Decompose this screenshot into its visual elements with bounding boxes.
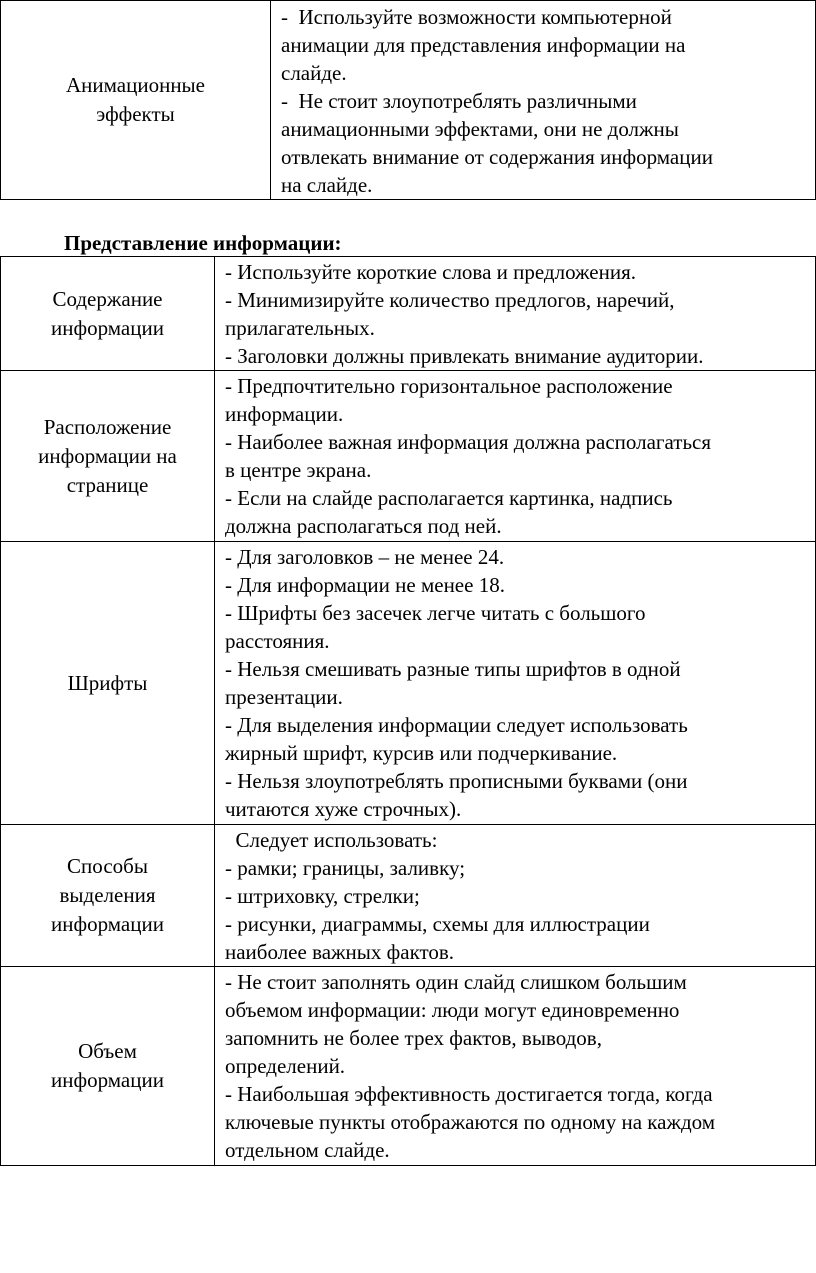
content-line: Следует использовать: <box>225 828 438 852</box>
content-line: - Наиболее важная информация должна располагаться <box>225 430 712 454</box>
information-presentation-table <box>0 256 816 1166</box>
content-line: - Если на слайде располагается картинка, надпись <box>225 486 673 510</box>
row-content-cell <box>215 257 816 371</box>
table-row <box>1 542 816 825</box>
table-row <box>1 257 816 371</box>
table-row <box>1 825 816 967</box>
row-content-cell <box>215 825 816 967</box>
content-line: презентации. <box>225 685 343 709</box>
row-label-cell <box>1 967 215 1166</box>
content-line: - Не стоит злоупотреблять различными <box>281 89 637 113</box>
content-line: - Наибольшая эффективность достигается тогда, когда <box>225 1082 713 1106</box>
row-label-cell <box>1 825 215 967</box>
content-line: читаются хуже строчных). <box>225 797 462 821</box>
animation-effects-table <box>0 0 816 200</box>
content-line: прилагательных. <box>225 316 375 340</box>
table-row <box>1 371 816 542</box>
content-line: - Нельзя смешивать разные типы шрифтов в одной <box>225 657 681 681</box>
row-label-cell <box>1 542 215 825</box>
row-content-cell <box>215 967 816 1166</box>
content-line: ключевые пункты отображаются по одному на каждом <box>225 1110 716 1134</box>
content-line: отвлекать внимание от содержания информации <box>281 145 713 169</box>
content-line: - Используйте короткие слова и предложения. <box>225 260 636 284</box>
content-line: - Предпочтительно горизонтальное расположение <box>225 374 673 398</box>
row-label: Объем информации <box>51 1039 164 1092</box>
row-label-cell <box>1 371 215 542</box>
content-line: анимации для представления информации на <box>281 33 686 57</box>
row-content-cell <box>271 1 816 200</box>
content-line: объемом информации: люди могут единовременно <box>225 998 680 1022</box>
content-line: жирный шрифт, курсив или подчеркивание. <box>225 741 618 765</box>
content-line: - Для информации не менее 18. <box>225 573 505 597</box>
content-line: - Шрифты без засечек легче читать с большого <box>225 601 646 625</box>
content-line: - рисунки, диаграммы, схемы для иллюстрации <box>225 912 650 936</box>
content-line: - Не стоит заполнять один слайд слишком большим <box>225 970 687 994</box>
content-line: - Используйте возможности компьютерной <box>281 5 672 29</box>
content-line: анимационными эффектами, они не должны <box>281 117 679 141</box>
row-content-cell <box>215 371 816 542</box>
table-row <box>1 967 816 1166</box>
row-label: Способы выделения информации <box>51 854 164 936</box>
content-line: отдельном слайде. <box>225 1138 390 1162</box>
content-line: должна располагаться под ней. <box>225 514 502 538</box>
row-label-cell <box>1 257 215 371</box>
row-content-cell <box>215 542 816 825</box>
section-heading: Представление информации: <box>64 231 342 255</box>
row-label: Расположение информации на странице <box>38 414 177 497</box>
row-label: Содержание информации <box>51 286 164 340</box>
content-line: слайде. <box>281 61 347 85</box>
content-line: на слайде. <box>281 173 373 197</box>
content-line: расстояния. <box>225 629 330 653</box>
content-line: - Минимизируйте количество предлогов, наречий, <box>225 288 675 312</box>
content-line: - Для выделения информации следует использовать <box>225 713 688 737</box>
content-line: в центре экрана. <box>225 458 372 482</box>
content-line: запомнить не более трех фактов, выводов, <box>225 1026 602 1050</box>
content-line: - рамки; границы, заливку; <box>225 856 466 880</box>
content-line: - Заголовки должны привлекать внимание аудитории. <box>225 344 704 368</box>
table-row <box>1 1 816 200</box>
row-label-cell <box>1 1 271 200</box>
row-label: Анимационные эффекты <box>66 73 205 126</box>
content-line: - Нельзя злоупотреблять прописными буквами (они <box>225 769 688 793</box>
row-label: Шрифты <box>67 670 148 695</box>
content-line: наиболее важных фактов. <box>225 940 455 964</box>
content-line: - штриховку, стрелки; <box>225 884 420 908</box>
content-line: информации. <box>225 402 344 426</box>
content-line: определений. <box>225 1054 346 1078</box>
content-line: - Для заголовков – не менее 24. <box>225 545 505 569</box>
